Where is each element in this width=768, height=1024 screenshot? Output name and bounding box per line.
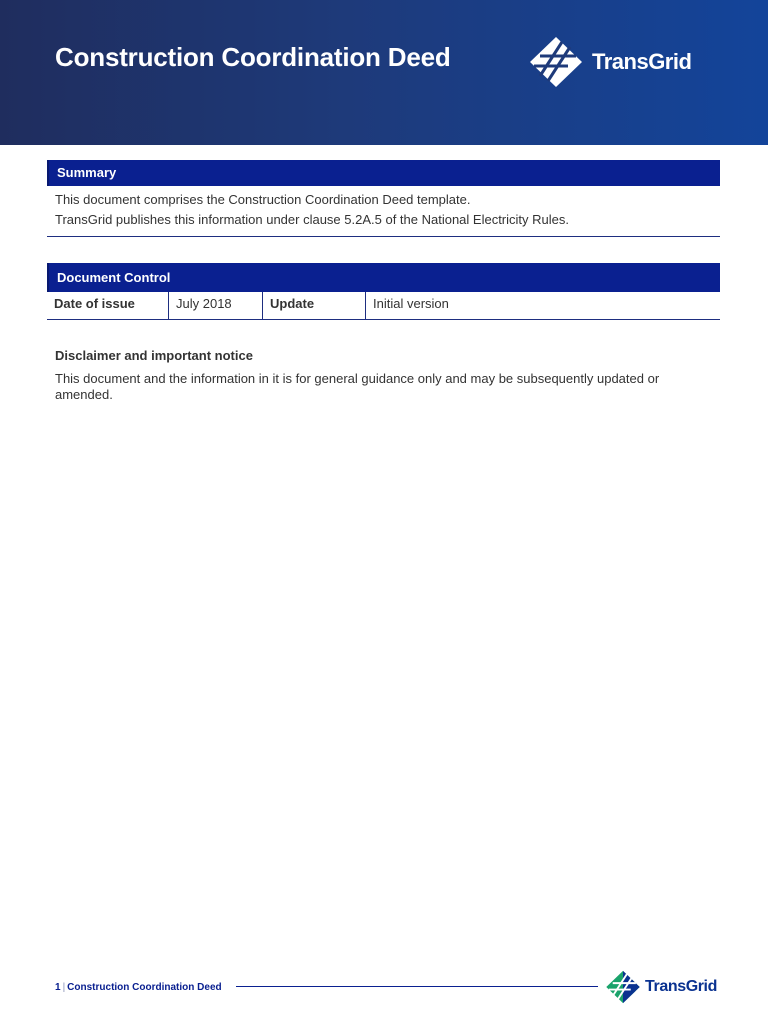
transgrid-diamond-icon — [605, 970, 641, 1004]
footer-divider — [236, 986, 598, 987]
update-label: Update — [263, 292, 366, 319]
footer-separator: | — [62, 982, 66, 993]
header-banner — [0, 0, 768, 145]
date-of-issue-value: July 2018 — [169, 292, 263, 319]
disclaimer-text: This document and the information in it is for general guidance only and may be subsequently updated or amended. — [55, 371, 660, 402]
disclaimer-heading: Disclaimer and important notice — [55, 348, 253, 363]
document-control-heading: Document Control — [47, 263, 720, 292]
footer-doc-name: Construction Coordination Deed — [67, 982, 222, 993]
summary-line: TransGrid publishes this information under clause 5.2A.5 of the National Electricity Rules. — [55, 212, 569, 227]
table-row — [47, 292, 720, 320]
document-control-table — [47, 263, 720, 320]
summary-heading: Summary — [47, 160, 720, 186]
footer-brand-name: TransGrid — [645, 978, 717, 995]
summary-body — [47, 186, 720, 237]
brand-name: TransGrid — [592, 49, 692, 74]
update-value: Initial version — [373, 296, 449, 311]
footer-transgrid-logo — [605, 970, 717, 1004]
summary-line: This document comprises the Construction Coordination Deed template. — [55, 192, 471, 207]
summary-table — [47, 160, 720, 237]
transgrid-diamond-icon — [528, 36, 584, 88]
footer-label — [55, 982, 222, 993]
transgrid-logo — [528, 36, 691, 88]
date-of-issue-label: Date of issue — [47, 292, 169, 319]
page-number: 1 — [55, 982, 61, 993]
document-title: Construction Coordination Deed — [55, 42, 451, 72]
